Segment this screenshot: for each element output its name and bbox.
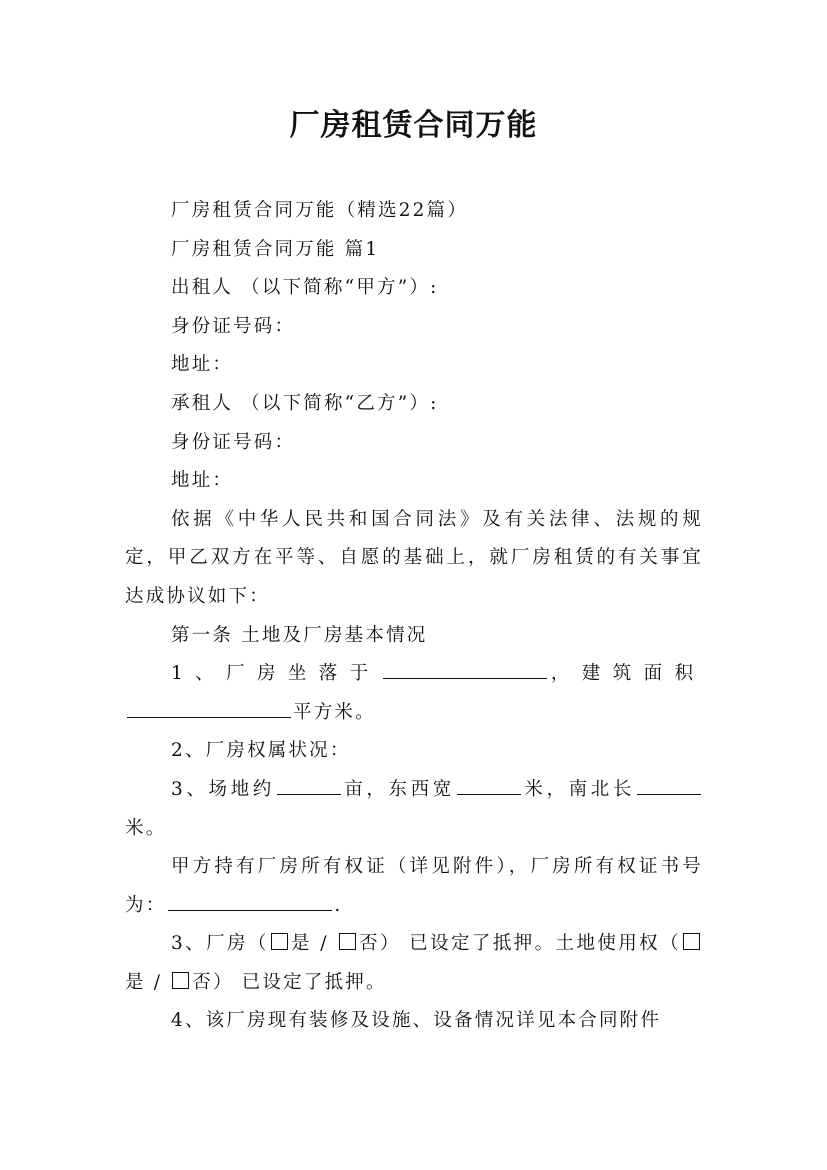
lessor-address-line: 地址： bbox=[171, 354, 234, 376]
mortgage-text-a: 3、厂房（ bbox=[171, 933, 269, 955]
section-title: 厂房租赁合同万能 篇1 bbox=[171, 238, 380, 260]
checkbox-no-1[interactable] bbox=[339, 933, 356, 950]
item-2-line: 2、厂房权属状况： bbox=[171, 740, 351, 762]
item-3-text-c: 米，南北长 bbox=[522, 778, 635, 800]
mortgage-paragraph bbox=[125, 925, 703, 1002]
certificate-text-b: . bbox=[334, 894, 343, 916]
lessor-line: 出租人 （以下简称“甲方”）: bbox=[171, 277, 439, 299]
mortgage-no-1: 否） 已设定了抵押。土地使用权（ bbox=[358, 933, 681, 955]
certificate-paragraph bbox=[125, 848, 703, 925]
length-blank bbox=[637, 774, 701, 795]
item-3-text-b: 亩，东西宽 bbox=[342, 778, 455, 800]
lessee-line: 承租人 （以下简称“乙方”）: bbox=[171, 392, 439, 414]
item-4-line: 4、该厂房现有装修及设施、设备情况详见本合同附件 bbox=[171, 1010, 662, 1032]
item-1-text-b: ，建筑面积 bbox=[548, 663, 703, 685]
checkbox-yes-1[interactable] bbox=[271, 933, 288, 950]
checkbox-yes-2[interactable] bbox=[683, 933, 700, 950]
item-3-text-d: 米。 bbox=[125, 817, 167, 839]
article-1-heading: 第一条 土地及厂房基本情况 bbox=[171, 624, 428, 646]
item-3-paragraph bbox=[125, 771, 703, 848]
item-1-paragraph bbox=[125, 655, 703, 732]
lessor-id-line: 身份证号码： bbox=[171, 315, 296, 337]
mortgage-yes-1: 是 / bbox=[290, 933, 337, 955]
lessee-address-line: 地址： bbox=[171, 470, 234, 492]
mortgage-no-2: 否） 已设定了抵押。 bbox=[192, 971, 387, 993]
item-3-text-a: 3、场地约 bbox=[171, 778, 275, 800]
item-1-text-c: 平方米。 bbox=[293, 701, 376, 723]
document-title: 厂房租赁合同万能 bbox=[289, 108, 538, 143]
width-blank bbox=[457, 774, 521, 795]
checkbox-no-2[interactable] bbox=[172, 972, 189, 989]
certificate-number-blank bbox=[168, 890, 332, 911]
document-body bbox=[125, 192, 703, 1041]
mortgage-yes-2: 是 / bbox=[125, 971, 171, 993]
lessee-id-line: 身份证号码： bbox=[171, 431, 296, 453]
basis-paragraph: 依据《中华人民共和国合同法》及有关法律、法规的规定，甲乙双方在平等、自愿的基础上，就厂房租赁的有关事宜达成协议如下： bbox=[125, 508, 703, 607]
item-1-text-a: 1、厂房坐落于 bbox=[171, 663, 381, 685]
intro-line: 厂房租赁合同万能（精选22篇） bbox=[171, 200, 469, 221]
area-blank bbox=[127, 697, 291, 718]
location-blank bbox=[383, 658, 547, 679]
certificate-text-a: 甲方持有厂房所有权证（详见附件），厂房所有权证书号为： bbox=[125, 856, 703, 916]
mu-blank bbox=[277, 774, 341, 795]
